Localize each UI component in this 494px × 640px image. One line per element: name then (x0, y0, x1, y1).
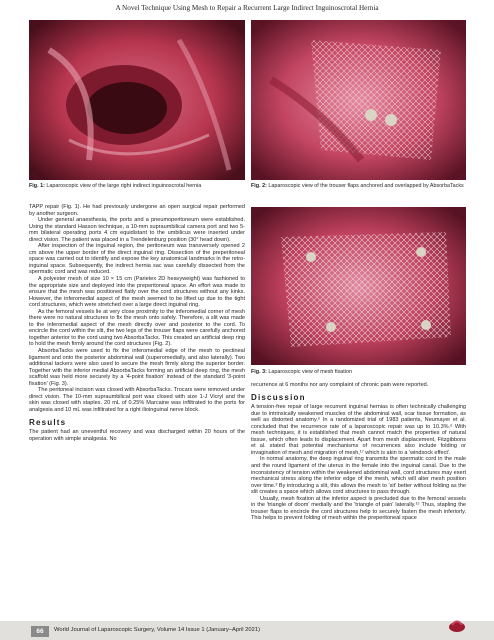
figure-2-text: Laparoscopic view of the trouser flaps anchored and overlapped by AbsorbaTacks (268, 183, 464, 189)
figure-3-caption (251, 369, 466, 376)
figure-2-caption (251, 183, 466, 190)
figure-1-text: Laparoscopic view of the large right indirect inguinoscrotal hernia (46, 183, 202, 189)
left-paragraph-7: The peritoneal incision was closed with AbsorbaTacks. Trocars were removed under direct vision. The 10-mm supraumbilical port was closed with size 1-J Vicryl and the skin was closed with staples. 20 mL of 0.25% Marcaine was infiltrated to the ports for analgesia and 10 mL was infiltrated for a right ilioinguinal nerve block. (29, 387, 245, 413)
left-column (29, 204, 245, 442)
figure-1-label: Fig. 1: (29, 183, 45, 189)
right-paragraph-3: In normal anatomy, the deep inguinal ring transmits the spermatic cord in the male and the round ligament of the uterus in the female into the inguinal canal. Due to the inconsistency of tension within the weakened abdominal wall, cord structures may exert mechanical stress along the inferior edge of the mesh, which will alter mesh position over time.³ By introducing a slit, this allows the mesh to 'sit' better without folding as the slit creates a space which allows cord structures to pass through. (251, 456, 466, 496)
publisher-logo-icon (448, 617, 466, 633)
figure-1-caption (29, 183, 245, 190)
right-paragraph-2: A tension-free repair of large recurrent inguinal hernias is often technically challenging due to intrinsically weakened muscles of the abdominal wall, scar tissue formation, as well as distorted anatomy.⁶ In a randomized trial of 1983 patients, Neumayer et al. concluded that the recurrence rate of a laparoscopic repair was up to 10.3%.⁶ With mesh techniques, it is established that mesh cannot match the properties of natural tissue, which often leads to displacement. Apart from mesh displacement, Fitzgibbons et al. stated that potential mechanisms of recurrences also include folding or invagination of mesh and migration of mesh,¹⁷ which is akin to a 'windsock effect'. (251, 404, 466, 456)
journal-title: World Journal of Laparoscopic Surgery, Volume 14 Issue 1 (January–April 2021) (54, 627, 261, 633)
discussion-heading: Discussion (251, 392, 306, 402)
left-paragraph-4: A polyester mesh of size 10 × 15 cm (Parietex 2D heavyweight) was fashioned to the appropriate size and deployed into the preperitoneal space. An effort was made to ensure that the mesh was positioned flatly over the cord structures without any kinks. However, the inferomedial aspect of the mesh seemed to be lifted up due to the tight cord structures, which were stretched over a large direct inguinal ring. (29, 276, 245, 309)
right-paragraph-1: recurrence at 6 months nor any complaint of chronic pain were reported. (251, 382, 429, 388)
left-paragraph-3: After inspection of the inguinal region, the peritoneum was transversely opened 2 cm above the upper border of the direct inguinal ring. Dissection of the preperitoneal space was carried out to identify and expose the key anatomical landmarks in the retro-inguinal space. Subsequently, the indirect hernia sac was carefully dissected from the spermatic cord and was reduced. (29, 243, 245, 276)
running-head: A Novel Technique Using Mesh to Repair a Recurrent Large Indirect Inguinoscrotal Hernia (115, 4, 379, 12)
figure-2-label: Fig. 2: (251, 183, 267, 189)
right-paragraph-4: Usually, mesh fixation at the inferior aspect is precluded due to the femoral vessels in the 'triangle of doom' medially and the 'triangle of pain' laterally.¹⁵ Thus, stapling the trouser flaps to encircle the cord structures help to securely fasten the mesh inferiorly. This helps to prevent folding of mesh within the preperitoneal space (251, 495, 466, 522)
left-paragraph-8: The patient had an uneventful recovery and was discharged within 20 hours of the operation with simple analgesia. No (29, 429, 245, 442)
left-paragraph-5: As the femoral vessels lie at very close proximity to the inferomedial corner of mesh there were no natural structures to fix the mesh onto safely. Therefore, a slit was made to the inferomedial aspect of the mesh directly over and posterior to the cord. To encircle the cord within the slit, the two legs of the trouser flaps were carefully anchored together anterior to the cord using two AbsorbaTacks. This created an artificial deep ring to hold the mesh firmly around the cord structures (Fig. 2). (29, 308, 245, 348)
figure-3-text: Laparoscopic view of mesh fixation (268, 369, 352, 375)
figure-1-image (29, 20, 245, 180)
left-paragraph-2: Under general anaesthesia, the ports and a pneumoperitoneum were established. Using the standard Hasson technique, a 10-mm supraumbilical camera port and two 5-mm bilateral operating ports 4 cm equidistant to the umbilicus were inserted under direct vision. The patient was placed in a Trendelenburg position (30° head down). (29, 217, 245, 243)
page-number: 66 (31, 626, 49, 637)
figure-2-image (251, 20, 466, 180)
left-paragraph-1: TAPP repair (Fig. 1). He had previously undergone an open surgical repair performed by another surgeon. (29, 204, 245, 217)
figure-3-image (251, 207, 466, 365)
figure-3-label: Fig. 3: (251, 369, 267, 375)
left-paragraph-6: AbsorbaTacks were used to fix the inferomedial edge of the mesh to pectineal ligament and onto the posterior abdominal wall (superomedially, and also laterally). Two additional tackers were also used to secure the mesh firmly along the superior border. Together with the inferior medial AbsorbaTacks forming an artificial deep ring, the mesh scaffold was held more securely by a '4-point fixation' instead of the standard '3-point fixation' (Fig. 3). (29, 348, 245, 387)
results-heading: Results (29, 417, 67, 427)
right-column (251, 382, 466, 522)
